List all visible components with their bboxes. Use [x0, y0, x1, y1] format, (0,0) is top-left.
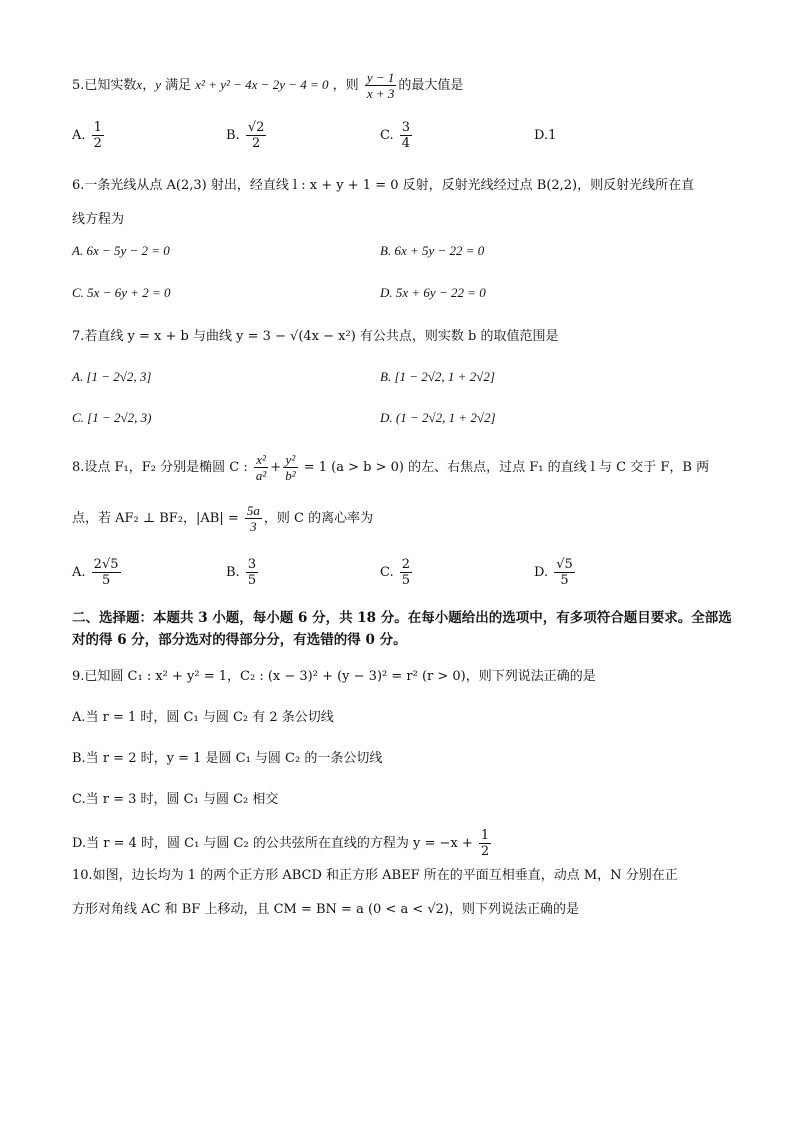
- q5-option-a: A. $\frac{1}{2}$: [72, 120, 102, 151]
- q8-option-c: C. $\frac{2}{5}$: [380, 557, 411, 588]
- q8-stem-line2: 点，若 AF₂ ⊥ BF₂，|AB| = $\frac{5a}{3}$ ，则 C 的离心率为: [72, 503, 374, 534]
- q6-option-b: B. 6x + 5y − 22 = 0: [380, 243, 485, 258]
- q7-option-c: C. [1 − 2√2, 3): [72, 410, 152, 425]
- q7-option-d: D. (1 − 2√2, 1 + 2√2]: [380, 410, 496, 425]
- q8-option-a: A. $\frac{2√5}{5}$: [72, 557, 119, 588]
- q9-option-b: B.当 r = 2 时，y = 1 是圆 C₁ 与圆 C₂ 的一条公切线: [72, 751, 383, 766]
- q5-fraction: $\frac{y - 1}{x + 3}$: [366, 70, 395, 101]
- q9-stem: 9.已知圆 C₁ : x² + y² = 1，C₂ : (x − 3)² + (y − 3)² = r² (r > 0)，则下列说法正确的是: [72, 669, 596, 684]
- q6-stem-line1: 6.一条光线从点 A(2,3) 射出，经直线 l : x + y + 1 = 0 反射，反射光线经过点 B(2,2)，则反射光线所在直: [72, 178, 695, 193]
- q10-stem-line1: 10.如图，边长均为 1 的两个正方形 ABCD 和正方形 ABEF 所在的平面互相垂直，动点 M，N 分别在正: [72, 868, 678, 883]
- q6-option-a: A. 6x − 5y − 2 = 0: [72, 243, 170, 258]
- q10-stem-line2: 方形对角线 AC 和 BF 上移动，且 CM = BN = a (0 < a < √2)，则下列说法正确的是: [72, 902, 579, 917]
- q9-option-d: D.当 r = 4 时，圆 C₁ 与圆 C₂ 的公共弦所在直线的方程为 y = −x + $\frac{1}{2}$: [72, 828, 490, 859]
- q8-stem-line1: 8.设点 F₁，F₂ 分别是椭圆 C : $\frac{\text{x²}}{\text{a²}}$ + $\frac{\text{y²}}{\text{b²}}$ = 1 (a > b > 0) 的左、右焦点，过点 F₁ 的直线 l 与 C 交于 F，B 两: [72, 452, 710, 483]
- q5-option-b: B. $\frac{√2}{2}$: [226, 120, 265, 151]
- q7-option-a: A. [1 − 2√2, 3]: [72, 369, 152, 384]
- section-2-heading: 二、选择题：本题共 3 小题，每小题 6 分，共 18 分。在每小题给出的选项中，有多项符合题目要求。全部选对的得 6 分，部分选对的得部分分，有选错的得 0 分。: [72, 610, 732, 648]
- q8-option-b: B. $\frac{3}{5}$: [226, 557, 257, 588]
- q7-option-b: B. [1 − 2√2, 1 + 2√2]: [380, 369, 495, 384]
- q5-equation: x² + y² − 4x − 2y − 4 = 0: [195, 77, 329, 92]
- q9-option-c: C.当 r = 3 时，圆 C₁ 与圆 C₂ 相交: [72, 792, 279, 807]
- q5-stem: 5.已知实数x，y 满足 x² + y² − 4x − 2y − 4 = 0 ，则 $\frac{y - 1}{x + 3}$ 的最大值是: [72, 70, 464, 101]
- q6-option-c: C. 5x − 6y + 2 = 0: [72, 285, 171, 300]
- q5-option-d: D.1: [534, 128, 557, 143]
- q6-option-d: D. 5x + 6y − 22 = 0: [380, 285, 486, 300]
- q5-option-c: C. $\frac{3}{4}$: [380, 120, 411, 151]
- q7-stem: 7.若直线 y = x + b 与曲线 y = 3 − √(4x − x²) 有公共点，则实数 b 的取值范围是: [72, 329, 559, 344]
- q8-option-d: D. $\frac{√5}{5}$: [534, 557, 573, 588]
- q9-option-a: A.当 r = 1 时，圆 C₁ 与圆 C₂ 有 2 条公切线: [72, 710, 334, 725]
- q6-stem-line2: 线方程为: [72, 212, 125, 227]
